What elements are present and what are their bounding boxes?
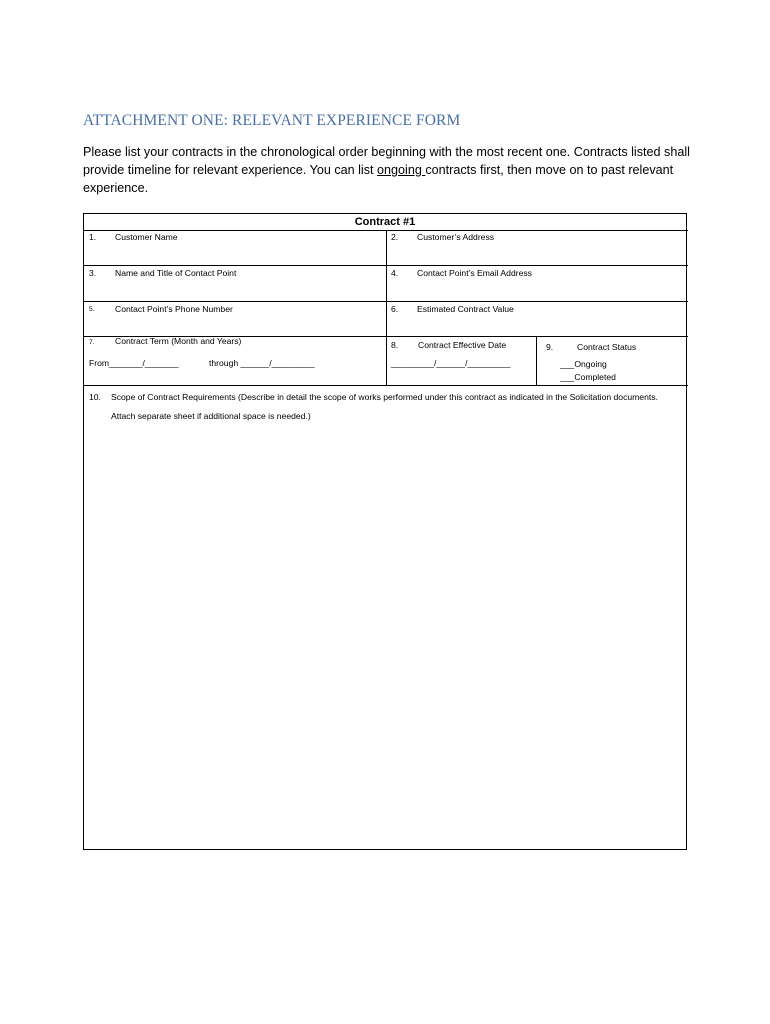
- field-2-number: 2.: [391, 232, 399, 242]
- contract-term-label: Contract Term (Month and Years): [115, 336, 242, 346]
- field-6-number: 6.: [391, 304, 399, 314]
- field-8-number: 8.: [391, 340, 399, 350]
- instructions-text-end: contracts first, then move on to past relevant experience.: [83, 163, 674, 195]
- contract-status-label: Contract Status: [577, 342, 637, 352]
- field-4-number: 4.: [391, 268, 399, 278]
- status-completed-option[interactable]: ___Completed: [560, 372, 616, 382]
- instructions-paragraph: [83, 143, 703, 197]
- term-through-field[interactable]: through ______/_________: [209, 358, 315, 368]
- customer-address-field[interactable]: Customer’s Address: [417, 232, 495, 242]
- term-from-field[interactable]: From_______/_______: [89, 358, 179, 368]
- field-1-number: 1.: [89, 232, 97, 242]
- customer-name-field[interactable]: Customer Name: [115, 232, 178, 242]
- field-9-number: 9.: [546, 342, 554, 352]
- effective-date-label: Contract Effective Date: [418, 340, 507, 350]
- page-title: ATTACHMENT ONE: RELEVANT EXPERIENCE FORM: [83, 112, 461, 129]
- instructions-text-start: Please list your contracts in the chronological order beginning with the most recent one. Contracts listed shall provide timeline for relevant experience. You can list: [83, 145, 690, 177]
- contract-heading: Contract #1: [354, 216, 416, 228]
- field-3-number: 3.: [89, 268, 97, 278]
- contact-email-field[interactable]: Contact Point’s Email Address: [417, 268, 532, 278]
- effective-date-field[interactable]: _________/______/_________: [391, 358, 511, 368]
- table-column-divider: [386, 230, 387, 385]
- scope-of-requirements-field[interactable]: Scope of Contract Requirements (Describe in detail the scope of works performed under this contract as indicated in the Solicitation documents. Attach separate sheet if additional space is needed.): [111, 392, 658, 421]
- contact-name-title-field[interactable]: Name and Title of Contact Point: [115, 268, 237, 278]
- contact-phone-field[interactable]: Contact Point’s Phone Number: [115, 304, 233, 314]
- field-5-number: 5.: [89, 306, 95, 313]
- field-10-number: 10.: [89, 392, 101, 402]
- field-7-number: 7.: [89, 339, 95, 346]
- status-ongoing-option[interactable]: ___Ongoing: [560, 359, 607, 369]
- table-column-divider: [536, 336, 537, 385]
- contract-form-table: [83, 213, 687, 850]
- estimated-value-field[interactable]: Estimated Contract Value: [417, 304, 514, 314]
- table-divider: [84, 385, 688, 386]
- instructions-ongoing-underlined: ongoing: [377, 163, 426, 177]
